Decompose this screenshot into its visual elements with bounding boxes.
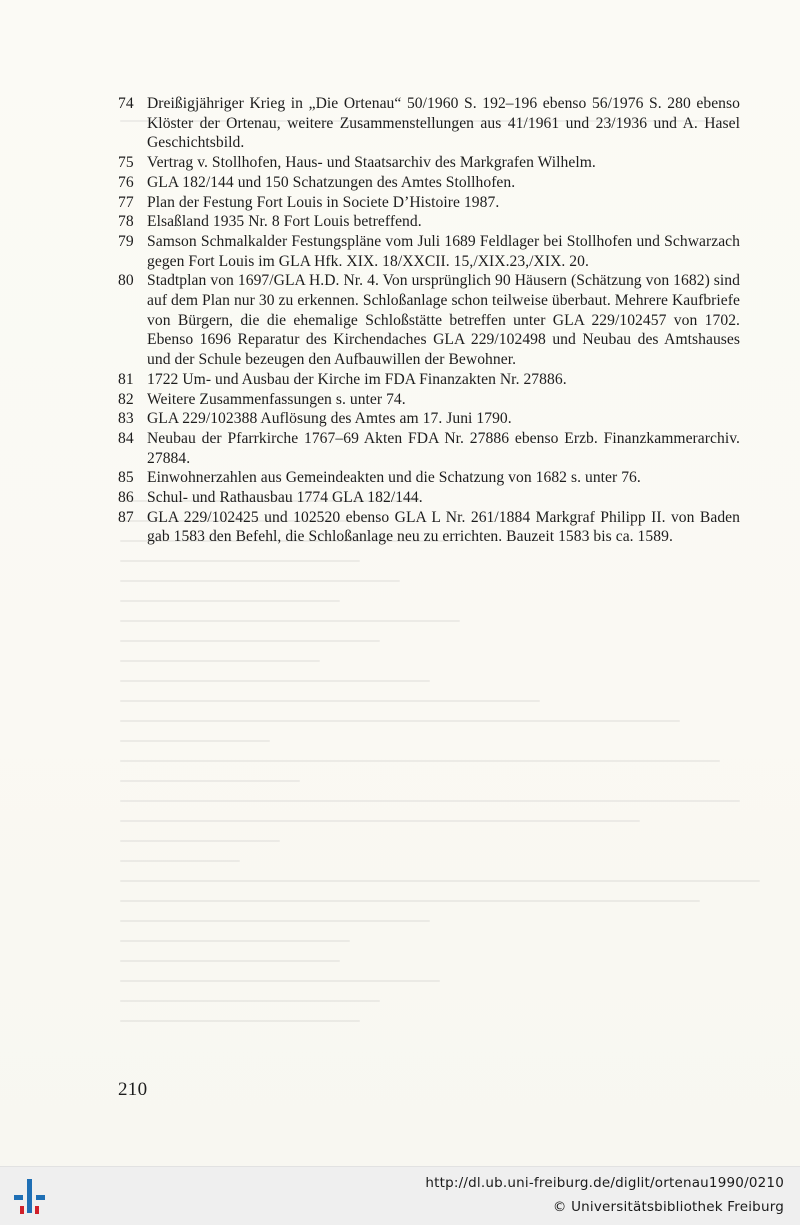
footnote-item <box>118 193 740 213</box>
footnote-item <box>118 94 740 153</box>
footnote-text: Schul- und Rathausbau 1774 GLA 182/144. <box>147 489 423 507</box>
footnote-number: 81 <box>118 370 134 388</box>
footnote-number: 79 <box>118 232 134 250</box>
footnote-text: Weitere Zusammenfassungen s. unter 74. <box>147 390 406 408</box>
footnote-item <box>118 390 740 410</box>
university-library-logo-icon <box>10 1177 50 1217</box>
footnote-text: GLA 229/102425 und 102520 ebenso GLA L Nr. 261/1884 Markgraf Philipp II. von Baden gab 1583 den Befehl, die Schloßanlage neu zu errichten. Bauzeit 1583 bis ca. 1589. <box>147 508 740 546</box>
footnote-text: Stadtplan von 1697/GLA H.D. Nr. 4. Von ursprünglich 90 Häusern (Schätzung von 1682) sind auf dem Plan nur 30 zu erkennen. Schloßanlage schon teilweise überbaut. Mehrere Kaufbriefe von Bürgern, die die ehemalige Schloßstätte betreffen unter GLA 229/102457 von 1702. Ebenso 1696 Reparatur des Kirchendaches GLA 229/102498 und Neubau des Amtshauses und der Schule bezeugen den Aufbauwillen der Bewohner. <box>147 272 740 369</box>
footnote-text: GLA 182/144 und 150 Schatzungen des Amtes Stollhofen. <box>147 173 516 191</box>
footnote-number: 82 <box>118 390 134 408</box>
footnote-number: 76 <box>118 173 134 191</box>
footnote-number: 74 <box>118 95 134 112</box>
footnote-number: 80 <box>118 272 134 290</box>
footnote-text: Vertrag v. Stollhofen, Haus- und Staatsarchiv des Markgrafen Wilhelm. <box>147 154 596 172</box>
footnote-item <box>118 271 740 370</box>
footnote-item <box>118 173 740 193</box>
footnote-item <box>118 429 740 468</box>
source-url-link[interactable]: http://dl.ub.uni-freiburg.de/diglit/ortenau1990/0210 <box>425 1175 784 1191</box>
viewer-footer <box>0 1166 800 1225</box>
page-number: 210 <box>118 1079 148 1100</box>
footnote-number: 84 <box>118 429 134 447</box>
footnote-number: 85 <box>118 469 134 487</box>
footnote-list <box>118 94 740 547</box>
footnote-text: GLA 229/102388 Auflösung des Amtes am 17. Juni 1790. <box>147 410 512 428</box>
footnote-text: Plan der Festung Fort Louis in Societe D’Histoire 1987. <box>147 193 500 211</box>
footnote-number: 77 <box>118 193 134 211</box>
footnote-text: Elsaßland 1935 Nr. 8 Fort Louis betreffend. <box>147 213 422 231</box>
footnote-number: 83 <box>118 410 134 428</box>
footnote-item <box>118 468 740 488</box>
footnote-item <box>118 370 740 390</box>
copyright-notice: © Universitätsbibliothek Freiburg <box>552 1199 784 1215</box>
footnote-item <box>118 508 740 547</box>
footnote-text: Samson Schmalkalder Festungspläne vom Juli 1689 Feldlager bei Stollhofen und Schwarzach gegen Fort Louis im GLA Hfk. XIX. 18/XXCII. 15,/XIX.23,/XIX. 20. <box>147 232 740 270</box>
footnote-item <box>118 212 740 232</box>
footnote-text: Neubau der Pfarrkirche 1767–69 Akten FDA Nr. 27886 ebenso Erzb. Finanzkammerarchiv. 27884. <box>147 429 740 467</box>
footnote-item <box>118 488 740 508</box>
footnote-text: 1722 Um- und Ausbau der Kirche im FDA Finanzakten Nr. 27886. <box>147 370 567 388</box>
footnote-number: 78 <box>118 213 134 231</box>
footnote-text: Dreißigjähriger Krieg in „Die Ortenau“ 50/1960 S. 192–196 ebenso 56/1976 S. 280 ebenso Klöster der Ortenau, weitere Zusammenstellungen aus 41/1961 und 23/1936 und A. Hasel Geschichtsbild. <box>147 95 740 152</box>
footnote-text: Einwohnerzahlen aus Gemeindeakten und die Schatzung von 1682 s. unter 76. <box>147 469 641 487</box>
footnote-item <box>118 153 740 173</box>
footnote-number: 86 <box>118 489 134 507</box>
footnote-item <box>118 409 740 429</box>
footnote-item <box>118 232 740 271</box>
footnote-number: 87 <box>118 508 134 526</box>
footnote-number: 75 <box>118 154 134 172</box>
